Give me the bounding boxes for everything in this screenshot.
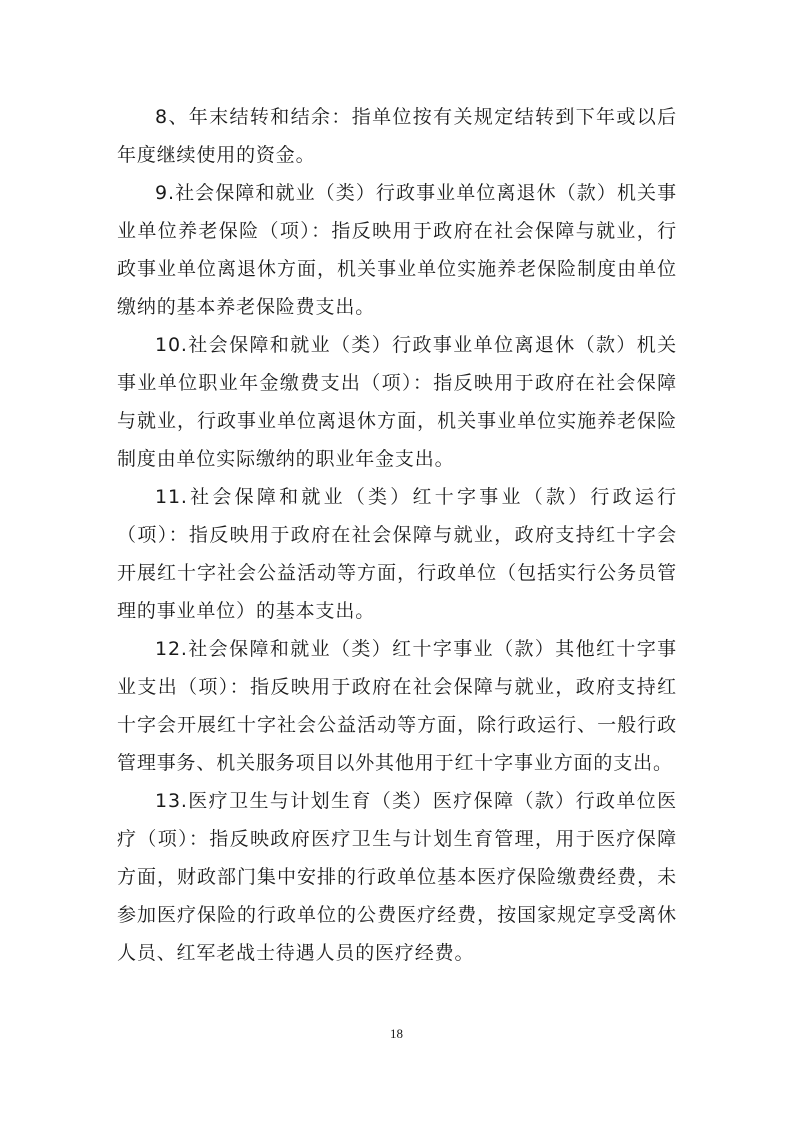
body-text	[117, 98, 677, 972]
paragraph-item-12: 12.社会保障和就业（类）红十字事业（款）其他红十字事业支出（项）：指反映用于政府在社会保障与就业，政府支持红十字会开展红十字社会公益活动等方面，除行政运行、一般行政管理事务、机关服务项目以外其他用于红十字事业方面的支出。	[117, 638, 677, 774]
page-number: 18	[390, 1026, 403, 1041]
paragraph-item-8: 8、年末结转和结余：指单位按有关规定结转到下年或以后年度继续使用的资金。	[117, 106, 677, 166]
paragraph-item-9: 9.社会保障和就业（类）行政事业单位离退休（款）机关事业单位养老保险（项）：指反映用于政府在社会保障与就业，行政事业单位离退休方面，机关事业单位实施养老保险制度由单位缴纳的基本养老保险费支出。	[117, 182, 677, 318]
paragraph-item-11: 11.社会保障和就业（类）红十字事业（款）行政运行（项）：指反映用于政府在社会保障与就业，政府支持红十字会开展红十字社会公益活动等方面，行政单位（包括实行公务员管理的事业单位）的基本支出。	[117, 486, 677, 622]
paragraph-item-10: 10.社会保障和就业（类）行政事业单位离退休（款）机关事业单位职业年金缴费支出（项）：指反映用于政府在社会保障与就业，行政事业单位离退休方面，机关事业单位实施养老保险制度由单位实际缴纳的职业年金支出。	[117, 334, 677, 470]
paragraph-item-13: 13.医疗卫生与计划生育（类）医疗保障（款）行政单位医疗（项）：指反映政府医疗卫生与计划生育管理，用于医疗保障方面，财政部门集中安排的行政单位基本医疗保险缴费经费，未参加医疗保险的行政单位的公费医疗经费，按国家规定享受离休人员、红军老战士待遇人员的医疗经费。	[117, 790, 677, 964]
